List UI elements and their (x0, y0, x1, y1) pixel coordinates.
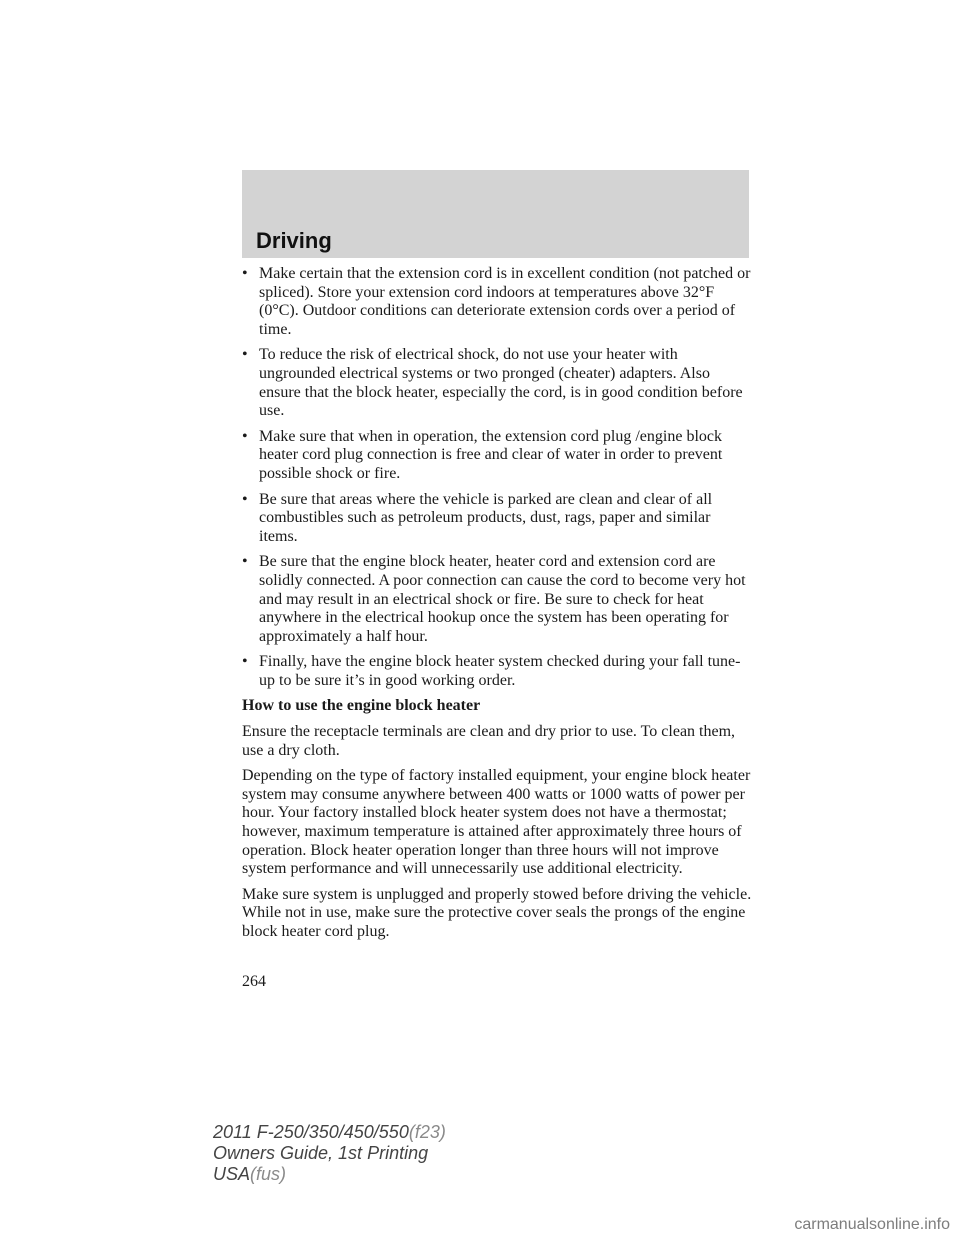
bullet-text: Be sure that areas where the vehicle is parked are clean and clear of all combustibles such as petroleum products, dust, rags, paper and similar items. (259, 490, 713, 545)
bullet-icon: • (242, 346, 248, 364)
list-item (242, 491, 752, 547)
footer-model-code: (f23) (408, 1122, 446, 1142)
footer-line (213, 1143, 446, 1164)
list-item (242, 653, 752, 690)
watermark: carmanualsonline.info (794, 1216, 950, 1233)
page-content (242, 265, 752, 949)
bullet-text: Be sure that the engine block heater, heater cord and extension cord are solidly connected. A poor connection can cause the cord to become very hot and may result in an electrical shock or fire. Be sure to check for heat anywhere in the electrical hookup once the system has been operating for approximately a half hour. (259, 553, 746, 645)
bullet-icon: • (242, 490, 248, 508)
page-number: 264 (242, 973, 266, 990)
list-item (242, 346, 752, 420)
bullet-text: Finally, have the engine block heater system checked during your fall tune-up to be sure it’s in good working order. (259, 653, 741, 689)
list-item (242, 553, 752, 646)
bullet-icon: • (242, 653, 248, 671)
footer (213, 1122, 446, 1185)
bullet-icon: • (242, 265, 248, 282)
section-title: Driving (256, 228, 332, 253)
footer-market: USA (213, 1164, 251, 1184)
bullet-list (242, 265, 752, 690)
footer-edition: Owners Guide, 1st Printing (213, 1143, 429, 1163)
footer-line (213, 1122, 446, 1143)
list-item (242, 265, 752, 339)
bullet-text: Make sure that when in operation, the extension cord plug /engine block heater cord plug connection is free and clear of water in order to prevent possible shock or fire. (259, 427, 723, 482)
bullet-icon: • (242, 553, 248, 571)
paragraph: Depending on the type of factory installed equipment, your engine block heater system may consume anywhere between 400 watts or 1000 watts of power per hour. Your factory installed block heater system does not have a thermostat; however, maximum temperature is attained after approximately three hours of operation. Block heater operation longer than three hours will not improve system performance and will unnecessarily use additional electricity. (242, 767, 751, 878)
footer-model: 2011 F-250/350/450/550 (213, 1122, 409, 1142)
subheading: How to use the engine block heater (242, 697, 481, 715)
bullet-text: To reduce the risk of electrical shock, do not use your heater with ungrounded electrical systems or two pronged (cheater) adapters. Also ensure that the block heater, especially the cord, is in good condition before use. (259, 346, 743, 420)
list-item (242, 428, 752, 484)
paragraph: Ensure the receptacle terminals are clean and dry prior to use. To clean them, use a dry cloth. (242, 723, 736, 759)
paragraph: Make sure system is unplugged and properly stowed before driving the vehicle. While not in use, make sure the protective cover seals the prongs of the engine block heater cord plug. (242, 885, 752, 940)
footer-market-code: (fus) (250, 1164, 287, 1184)
bullet-text: Make certain that the extension cord is in excellent condition (not patched or spliced). Store your extension cord indoors at temperatures above 32°F (0°C). Outdoor conditions can deteriorate extension cords over a period of time. (259, 265, 751, 338)
bullet-icon: • (242, 427, 248, 445)
footer-line (213, 1164, 446, 1185)
